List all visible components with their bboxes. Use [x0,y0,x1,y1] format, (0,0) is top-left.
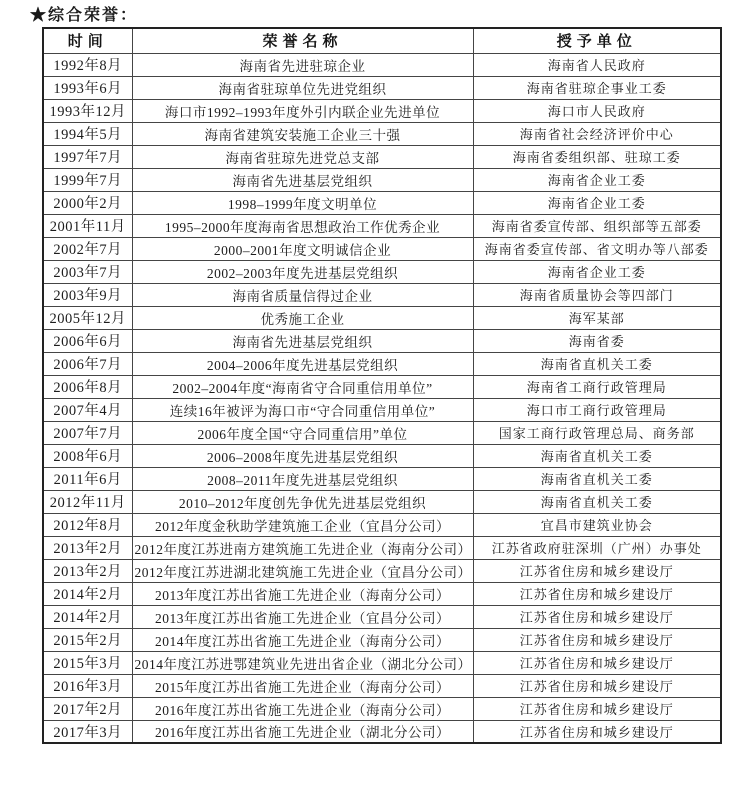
honor-cell: 2013年度江苏出省施工先进企业（海南分公司） [132,582,473,605]
time-cell: 2003年7月 [43,260,132,283]
table-row [43,490,721,513]
unit-cell: 海南省委宣传部、省文明办等八部委 [473,237,721,260]
honor-cell: 2013年度江苏出省施工先进企业（宜昌分公司） [132,605,473,628]
table-row [43,513,721,536]
table-row [43,237,721,260]
honor-cell: 1995–2000年度海南省思想政治工作优秀企业 [132,214,473,237]
unit-cell: 海南省质量协会等四部门 [473,283,721,306]
table-row [43,99,721,122]
honor-cell: 海南省先进驻琼企业 [132,53,473,76]
time-cell: 1994年5月 [43,122,132,145]
unit-cell: 江苏省住房和城乡建设厅 [473,582,721,605]
unit-cell: 海军某部 [473,306,721,329]
table-row [43,720,721,743]
table-row [43,398,721,421]
honor-cell: 海南省建筑安装施工企业三十强 [132,122,473,145]
time-cell: 1992年8月 [43,53,132,76]
table-row [43,145,721,168]
unit-cell: 江苏省住房和城乡建设厅 [473,559,721,582]
unit-cell: 海南省企业工委 [473,260,721,283]
unit-cell: 海南省企业工委 [473,191,721,214]
table-row [43,628,721,651]
honor-cell: 2006–2008年度先进基层党组织 [132,444,473,467]
unit-cell: 江苏省住房和城乡建设厅 [473,605,721,628]
time-cell: 2002年7月 [43,237,132,260]
table-body [43,53,721,743]
time-cell: 2013年2月 [43,559,132,582]
table-row [43,168,721,191]
time-cell: 2012年11月 [43,490,132,513]
table-row [43,582,721,605]
honor-cell: 2002–2004年度“海南省守合同重信用单位” [132,375,473,398]
unit-cell: 宜昌市建筑业协会 [473,513,721,536]
honor-cell: 海口市1992–1993年度外引内联企业先进单位 [132,99,473,122]
unit-cell: 海南省企业工委 [473,168,721,191]
time-cell: 2014年2月 [43,582,132,605]
honor-cell: 2006年度全国“守合同重信用”单位 [132,421,473,444]
honor-cell: 2010–2012年度创先争优先进基层党组织 [132,490,473,513]
time-cell: 2000年2月 [43,191,132,214]
table-row [43,122,721,145]
unit-cell: 海南省人民政府 [473,53,721,76]
table-row [43,697,721,720]
header-time: 时间 [43,28,132,53]
honor-cell: 2004–2006年度先进基层党组织 [132,352,473,375]
time-cell: 2017年3月 [43,720,132,743]
honor-cell: 2012年度江苏进湖北建筑施工先进企业（宜昌分公司） [132,559,473,582]
table-row [43,329,721,352]
time-cell: 1997年7月 [43,145,132,168]
time-cell: 2006年8月 [43,375,132,398]
unit-cell: 海口市人民政府 [473,99,721,122]
table-row [43,421,721,444]
unit-cell: 国家工商行政管理总局、商务部 [473,421,721,444]
honor-cell: 2016年度江苏出省施工先进企业（海南分公司） [132,697,473,720]
time-cell: 1993年6月 [43,76,132,99]
time-cell: 2011年6月 [43,467,132,490]
unit-cell: 海南省委组织部、驻琼工委 [473,145,721,168]
table-row [43,76,721,99]
time-cell: 2006年6月 [43,329,132,352]
table-row [43,444,721,467]
time-cell: 2012年8月 [43,513,132,536]
table-row [43,651,721,674]
honor-cell: 2014年度江苏进鄂建筑业先进出省企业（湖北分公司） [132,651,473,674]
table-row [43,191,721,214]
table-row [43,283,721,306]
unit-cell: 江苏省住房和城乡建设厅 [473,697,721,720]
honor-cell: 海南省驻琼先进党总支部 [132,145,473,168]
unit-cell: 海南省直机关工委 [473,352,721,375]
time-cell: 2016年3月 [43,674,132,697]
honor-cell: 连续16年被评为海口市“守合同重信用单位” [132,398,473,421]
time-cell: 2001年11月 [43,214,132,237]
unit-cell: 海口市工商行政管理局 [473,398,721,421]
table-row [43,559,721,582]
honor-cell: 海南省先进基层党组织 [132,168,473,191]
time-cell: 2008年6月 [43,444,132,467]
honor-cell: 2014年度江苏出省施工先进企业（海南分公司） [132,628,473,651]
table-row [43,375,721,398]
time-cell: 2003年9月 [43,283,132,306]
honor-cell: 2000–2001年度文明诚信企业 [132,237,473,260]
time-cell: 2007年4月 [43,398,132,421]
honor-cell: 2015年度江苏出省施工先进企业（海南分公司） [132,674,473,697]
header-honor: 荣誉名称 [132,28,473,53]
time-cell: 2017年2月 [43,697,132,720]
unit-cell: 江苏省住房和城乡建设厅 [473,651,721,674]
unit-cell: 海南省社会经济评价中心 [473,122,721,145]
unit-cell: 海南省直机关工委 [473,490,721,513]
honor-cell: 2012年度江苏进南方建筑施工先进企业（海南分公司） [132,536,473,559]
unit-cell: 海南省委 [473,329,721,352]
table-row [43,260,721,283]
time-cell: 2006年7月 [43,352,132,375]
honor-cell: 2016年度江苏出省施工先进企业（湖北分公司） [132,720,473,743]
header-row [43,28,721,53]
honor-cell: 1998–1999年度文明单位 [132,191,473,214]
time-cell: 2013年2月 [43,536,132,559]
table-row [43,306,721,329]
time-cell: 2005年12月 [43,306,132,329]
time-cell: 1993年12月 [43,99,132,122]
unit-cell: 海南省直机关工委 [473,444,721,467]
time-cell: 2014年2月 [43,605,132,628]
unit-cell: 江苏省住房和城乡建设厅 [473,674,721,697]
table-row [43,605,721,628]
unit-cell: 海南省工商行政管理局 [473,375,721,398]
section-title: ★综合荣誉： [30,7,139,24]
time-cell: 2015年2月 [43,628,132,651]
honor-cell: 海南省质量信得过企业 [132,283,473,306]
table-row [43,536,721,559]
honor-cell: 2012年度金秋助学建筑施工企业（宜昌分公司） [132,513,473,536]
table-header [43,28,721,53]
honor-cell: 海南省驻琼单位先进党组织 [132,76,473,99]
table-row [43,53,721,76]
time-cell: 2015年3月 [43,651,132,674]
time-cell: 1999年7月 [43,168,132,191]
honor-cell: 优秀施工企业 [132,306,473,329]
unit-cell: 江苏省住房和城乡建设厅 [473,720,721,743]
table-row [43,352,721,375]
time-cell: 2007年7月 [43,421,132,444]
unit-cell: 江苏省政府驻深圳（广州）办事处 [473,536,721,559]
honor-cell: 海南省先进基层党组织 [132,329,473,352]
unit-cell: 江苏省住房和城乡建设厅 [473,628,721,651]
honor-cell: 2008–2011年度先进基层党组织 [132,467,473,490]
unit-cell: 海南省直机关工委 [473,467,721,490]
table-row [43,674,721,697]
unit-cell: 海南省委宣传部、组织部等五部委 [473,214,721,237]
unit-cell: 海南省驻琼企事业工委 [473,76,721,99]
header-unit: 授予单位 [473,28,721,53]
honors-table [42,27,722,744]
table-row [43,467,721,490]
table-row [43,214,721,237]
honor-cell: 2002–2003年度先进基层党组织 [132,260,473,283]
